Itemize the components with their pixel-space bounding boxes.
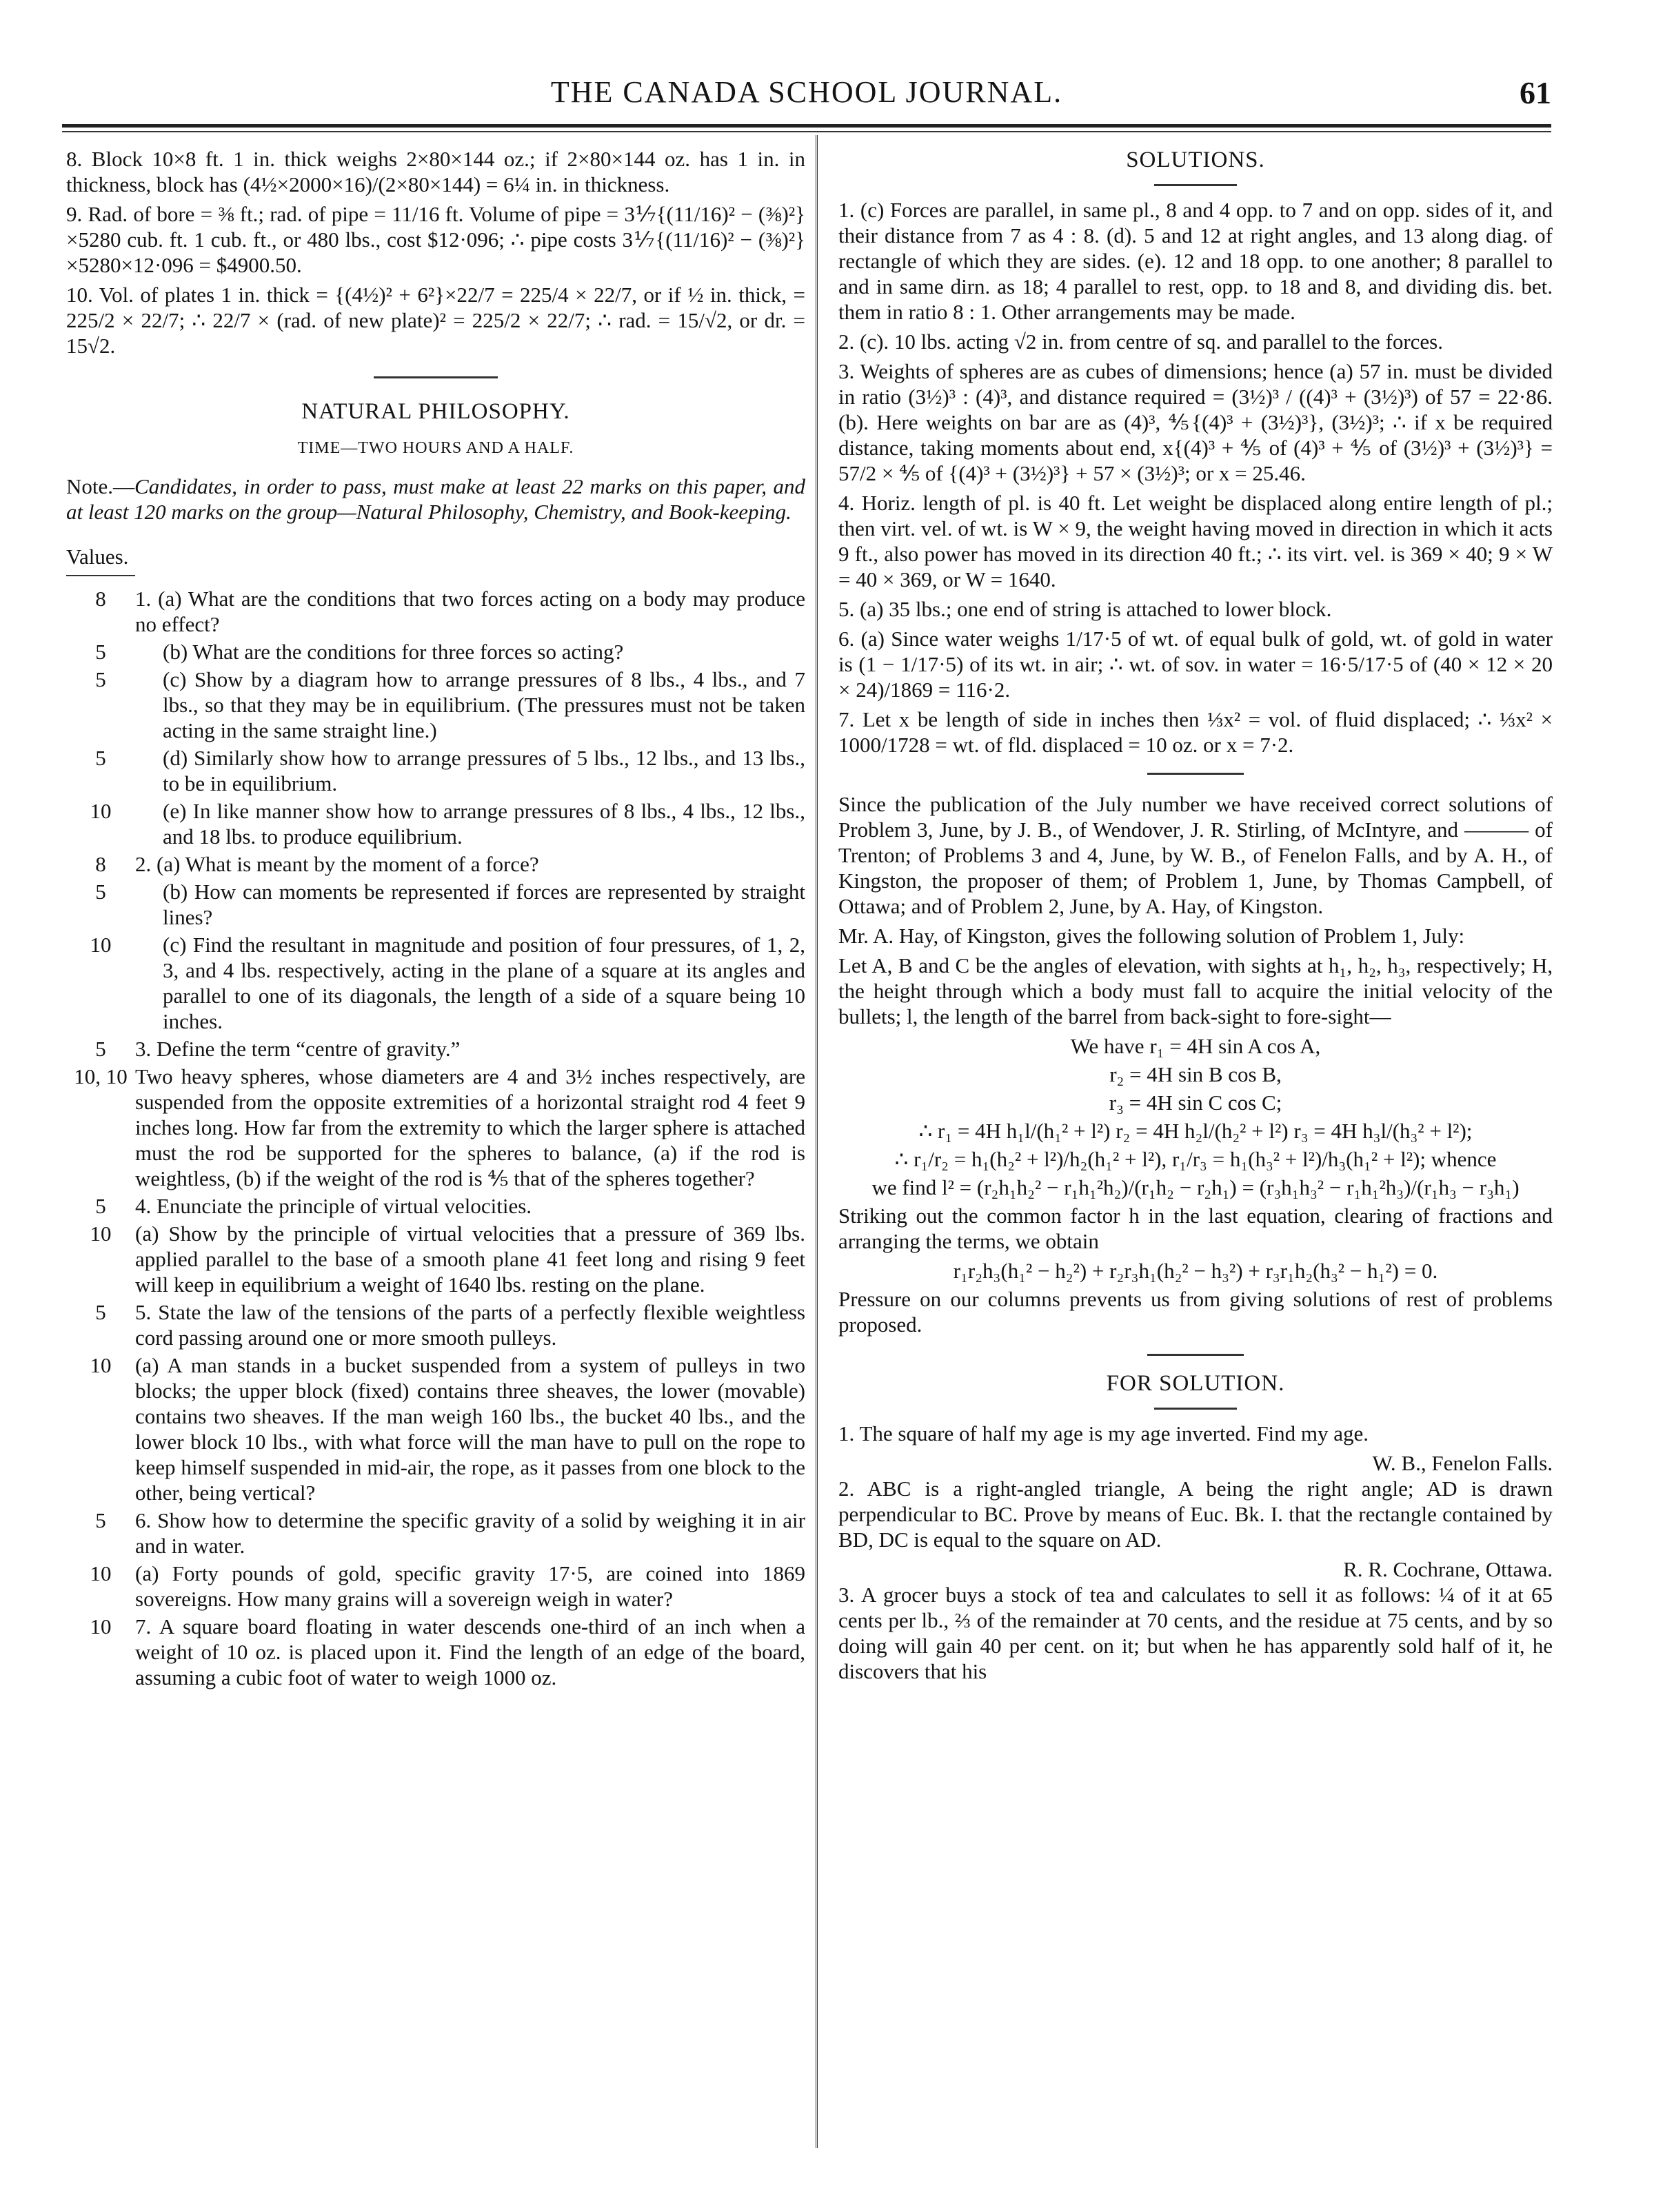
question-row bbox=[66, 1352, 805, 1505]
page-number: 61 bbox=[1520, 75, 1551, 110]
solution-3: 3. Weights of spheres are as cubes of dimensions; hence (a) 57 in. must be divided in ratio (3½)³ : (4)³, and distance required = (3½)³ / ((4)³ + (3½)³) of 57 = 22·86. (b). Here weights on bar are as (4)³, ⅘{(4)³ + (3½)³}, (3½)³; ∴ if x be required distance, taking moments about end, x{(4)³ + ⅘ of (4)³ + ⅘ of (3½)³ + (3½)³} = 57/2 × ⅘ of {(4)³ + (3½)³} + 57 × (3½)³; or x = 25.46. bbox=[838, 359, 1553, 485]
question-row bbox=[66, 798, 805, 849]
question-row bbox=[66, 745, 805, 796]
solutions-title: SOLUTIONS. bbox=[1126, 148, 1265, 172]
final-equation: r₁r₂h₃(h₁² − h₂²) + r₂r₃h₁(h₂² − h₃²) + r₃r₁h₂(h₃² − h₁²) = 0. bbox=[953, 1259, 1438, 1283]
column-divider bbox=[816, 135, 818, 2148]
question-text: 3. Define the term “centre of gravity.” bbox=[135, 1037, 461, 1061]
problem-3: 3. A grocer buys a stock of tea and calculates to sell it as follows: ¼ of it at 65 cents per lb., ⅔ of the remainder at 70 cents, and the residue at 75 cents, and by so doing will gain 40 per cent. on it; but when he has apparently sold half of it, he discovers that his bbox=[838, 1583, 1553, 1683]
question-value: 5 bbox=[95, 1194, 106, 1218]
equation-1: We have r₁ = 4H sin A cos A, bbox=[1070, 1034, 1321, 1058]
solution-4: 4. Horiz. length of pl. is 40 ft. Let weight be displaced along entire length of pl.; then virt. vel. of wt. is W × 9, the weight having moved in direction in which it acts 9 ft., also power has moved in its direction 40 ft.; ∴ its virt. vel. is 369 × 40; 9 × W = 40 × 369, or W = 1640. bbox=[838, 491, 1553, 591]
hay-solution: Let A, B and C be the angles of elevation, with sights at h₁, h₂, h₃, respectively; H, the height through which a body must fall to acquire the initial velocity of the bullets; l, the length of the barrel from back-sight to fore-sight— bbox=[838, 953, 1553, 1028]
question-row bbox=[66, 1508, 805, 1559]
question-row bbox=[66, 1036, 805, 1062]
question-value: 10 bbox=[90, 799, 112, 823]
equation-5: ∴ r₁/r₂ = h₁(h₂² + l²)/h₂(h₁² + l²), r₁/r₃ = h₁(h₃² + l²)/h₃(h₁² + l²); whence bbox=[894, 1147, 1497, 1171]
problem-1-signature: W. B., Fenelon Falls. bbox=[1372, 1451, 1553, 1475]
values-label: Values. bbox=[66, 545, 129, 569]
question-text: (c) Show by a diagram how to arrange pressures of 8 lbs., 4 lbs., and 7 lbs., so that they may be in equilibrium. (The pressures must not be taken acting in the same straight line.) bbox=[163, 667, 805, 742]
question-text: 4. Enunciate the principle of virtual velocities. bbox=[135, 1194, 532, 1218]
prev-solution-10: 10. Vol. of plates 1 in. thick = {(4½)² + 6²}×22/7 = 225/4 × 22/7, or if ½ in. thick, = 225/2 × 22/7; ∴ 22/7 × (rad. of new plate)² = 225/2 × 22/7; ∴ rad. = 15/√2, or dr. = 15√2. bbox=[66, 283, 805, 358]
question-value: 5 bbox=[95, 667, 106, 691]
question-row bbox=[66, 1299, 805, 1350]
question-value: 5 bbox=[95, 1300, 106, 1324]
solutions-rule bbox=[1154, 184, 1237, 186]
equation-3: r₃ = 4H sin C cos C; bbox=[1109, 1090, 1282, 1115]
question-value: 10 bbox=[90, 1221, 112, 1246]
question-row bbox=[66, 879, 805, 930]
question-row bbox=[66, 667, 805, 743]
header-rule bbox=[62, 124, 1551, 128]
question-text: 6. Show how to determine the specific gravity of a solid by weighing it in air and in water. bbox=[135, 1508, 805, 1558]
question-row bbox=[66, 639, 805, 664]
question-text: (b) What are the conditions for three forces so acting? bbox=[163, 640, 624, 664]
solution-5: 5. (a) 35 lbs.; one end of string is attached to lower block. bbox=[838, 597, 1332, 621]
for-solution-rule bbox=[1147, 1354, 1244, 1356]
question-value: 10 bbox=[90, 1353, 112, 1377]
section-title: NATURAL PHILOSOPHY. bbox=[301, 399, 570, 424]
for-solution-subrule bbox=[1154, 1408, 1237, 1410]
question-value: 5 bbox=[95, 880, 106, 904]
exam-time: TIME—TWO HOURS AND A HALF. bbox=[297, 439, 574, 457]
pressure-notice: Pressure on our columns prevents us from giving solutions of rest of problems proposed. bbox=[838, 1287, 1553, 1337]
question-value: 5 bbox=[95, 1508, 106, 1532]
question-text: (a) A man stands in a bucket suspended from a system of pulleys in two blocks; the upper block (fixed) contains three sheaves, the lower (movable) contains two sheaves. If the man weigh 160 lbs., the bucket 40 lbs., and the lower block 10 lbs., with what force will the man have to pull on the rope to keep himself suspended in mid-air, the rope, as it passes from one block to the other, being vertical? bbox=[135, 1353, 805, 1505]
solution-7: 7. Let x be length of side in inches then ⅓x² = vol. of fluid displaced; ∴ ⅓x² × 1000/1728 = wt. of fld. displaced = 10 oz. or x = 7·2. bbox=[838, 707, 1553, 757]
prev-solution-9: 9. Rad. of bore = ⅜ ft.; rad. of pipe = 11/16 ft. Volume of pipe = 3⅐{(11/16)² − (⅜)²}×5280 cub. ft. 1 cub. ft., or 480 lbs., cost $12·096; ∴ pipe costs 3⅐{(11/16)² − (⅜)²}×5280×12·096 = $4900.50. bbox=[66, 202, 805, 277]
question-text: 2. (a) What is meant by the moment of a force? bbox=[135, 852, 539, 876]
note-text: Candidates, in order to pass, must make at least 22 marks on this paper, and at least 120 marks on the group—Natural Philosophy, Chemistry, and Book-keeping. bbox=[66, 474, 805, 524]
question-text: Two heavy spheres, whose diameters are 4 and 3½ inches respectively, are suspended from the opposite extremities of a horizontal straight rod 4 feet 9 inches long. How far from the extremity to which the larger sphere is attached must the rod be supported for the spheres to balance, (a) if the rod is weightless, (b) if the weight of the rod is ⅘ that of the spheres together? bbox=[135, 1064, 805, 1190]
values-rule bbox=[66, 575, 135, 576]
prev-solution-8: 8. Block 10×8 ft. 1 in. thick weighs 2×80×144 oz.; if 2×80×144 oz. has 1 in. in thickness, block has (4½×2000×16)/(2×80×144) = 6¼ in. in thickness. bbox=[66, 147, 805, 196]
equation-2: r₂ = 4H sin B cos B, bbox=[1109, 1062, 1282, 1086]
hay-intro: Mr. A. Hay, of Kingston, gives the following solution of Problem 1, July: bbox=[838, 924, 1465, 948]
question-value: 10, 10 bbox=[74, 1064, 128, 1088]
question-text: (b) How can moments be represented if forces are represented by straight lines? bbox=[163, 880, 805, 929]
left-column bbox=[66, 146, 805, 1692]
question-text: 5. State the law of the tensions of the parts of a perfectly flexible weightless cord passing around one or more smooth pulleys. bbox=[135, 1300, 805, 1350]
solution-2: 2. (c). 10 lbs. acting √2 in. from centre of sq. and parallel to the forces. bbox=[838, 329, 1443, 354]
question-row bbox=[66, 851, 805, 877]
striking-paragraph: Striking out the common factor h in the last equation, clearing of fractions and arranging the terms, we obtain bbox=[838, 1204, 1553, 1253]
right-column bbox=[838, 146, 1553, 1688]
problem-1: 1. The square of half my age is my age inverted. Find my age. bbox=[838, 1421, 1369, 1445]
equation-6: we find l² = (r₂h₁h₂² − r₁h₁²h₂)/(r₁h₂ − r₂h₁) = (r₃h₁h₃² − r₁h₁²h₃)/(r₁h₃ − r₃h₁) bbox=[871, 1175, 1520, 1199]
question-row bbox=[66, 1064, 805, 1191]
question-text: (a) Forty pounds of gold, specific gravity 17·5, are coined into 1869 sovereigns. How many grains will a sovereign weigh in water? bbox=[135, 1561, 805, 1611]
page-header bbox=[62, 74, 1551, 116]
question-value: 5 bbox=[95, 1037, 106, 1061]
question-text: (d) Similarly show how to arrange pressures of 5 lbs., 12 lbs., and 13 lbs., to be in equilibrium. bbox=[163, 746, 805, 795]
question-value: 10 bbox=[90, 1561, 112, 1585]
question-row bbox=[66, 1614, 805, 1690]
question-row bbox=[66, 932, 805, 1034]
problem-2-signature: R. R. Cochrane, Ottawa. bbox=[1343, 1557, 1553, 1581]
note-label: Note.— bbox=[66, 474, 135, 498]
section-divider bbox=[374, 376, 498, 378]
question-value: 5 bbox=[95, 746, 106, 770]
header-rule-thin bbox=[62, 131, 1551, 132]
question-value: 8 bbox=[95, 852, 106, 876]
question-value: 10 bbox=[90, 1614, 112, 1638]
question-text: 1. (a) What are the conditions that two forces acting on a body may produce no effect? bbox=[135, 587, 805, 636]
received-notice: Since the publication of the July number we have received correct solutions of Problem 3, June, by J. B., of Wendover, J. R. Stirling, of McIntyre, and ——— of Trenton; of Problems 3 and 4, June, by W. B., of Fenelon Falls, and by A. H., of Kingston, the proposer of them; of Problem 1, June, by Thomas Campbell, of Ottawa; and of Problem 2, June, by A. Hay, of Kingston. bbox=[838, 792, 1553, 918]
question-text: (c) Find the resultant in magnitude and position of four pressures, of 1, 2, 3, and 4 lbs. respectively, acting in the plane of a square at its angles and parallel to one of its diagonals, the length of a side of a square being 10 inches. bbox=[163, 933, 805, 1033]
for-solution-title: FOR SOLUTION. bbox=[1106, 1371, 1285, 1396]
question-text: 7. A square board floating in water descends one-third of an inch when a weight of 10 oz. is placed upon it. Find the length of an edge of the board, assuming a cubic foot of water to weigh 1000 oz. bbox=[135, 1614, 805, 1690]
question-text: (e) In like manner show how to arrange pressures of 8 lbs., 4 lbs., 12 lbs., and 18 lbs. to produce equilibrium. bbox=[163, 799, 805, 849]
running-title: THE CANADA SCHOOL JOURNAL. bbox=[550, 75, 1063, 109]
question-row bbox=[66, 1193, 805, 1219]
question-value: 10 bbox=[90, 933, 112, 957]
solution-6: 6. (a) Since water weighs 1/17·5 of wt. of equal bulk of gold, wt. of gold in water is (1 − 1/17·5) of its wt. in air; ∴ wt. of sov. in water = 16·5/17·5 of (40 × 12 × 20 × 24)/1869 = 116·2. bbox=[838, 627, 1553, 702]
question-value: 8 bbox=[95, 587, 106, 611]
equation-4: ∴ r₁ = 4H h₁l/(h₁² + l²) r₂ = 4H h₂l/(h₂² + l²) r₃ = 4H h₃l/(h₃² + l²); bbox=[918, 1119, 1473, 1143]
question-value: 5 bbox=[95, 640, 106, 664]
question-row bbox=[66, 1561, 805, 1612]
question-text: (a) Show by the principle of virtual velocities that a pressure of 369 lbs. applied parallel to the base of a smooth plane 41 feet long and rising 9 feet will keep in equilibrium a weight of 1640 lbs. resting on the plane. bbox=[135, 1221, 805, 1297]
question-row bbox=[66, 1221, 805, 1297]
notice-rule bbox=[1147, 773, 1244, 775]
solution-1: 1. (c) Forces are parallel, in same pl., 8 and 4 opp. to 7 and on opp. sides of it, and their distance from 7 as 4 : 8. (d). 5 and 12 at right angles, and 13 along diag. of rectangle of which they are sides. (e). 12 and 18 opp. to one another; 8 parallel to and in same dirn. as 18; 4 parallel to rest, opp. to 18 and 8, and dividing dis. bet. them in ratio 8 : 1. Other arrangements may be made. bbox=[838, 198, 1553, 324]
note-paragraph bbox=[66, 474, 805, 525]
problem-2: 2. ABC is a right-angled triangle, A being the right angle; AD is drawn perpendicular to BC. Prove by means of Euc. Bk. I. that the rectangle contained by BD, DC is equal to the square on AD. bbox=[838, 1477, 1553, 1552]
question-row bbox=[66, 586, 805, 637]
